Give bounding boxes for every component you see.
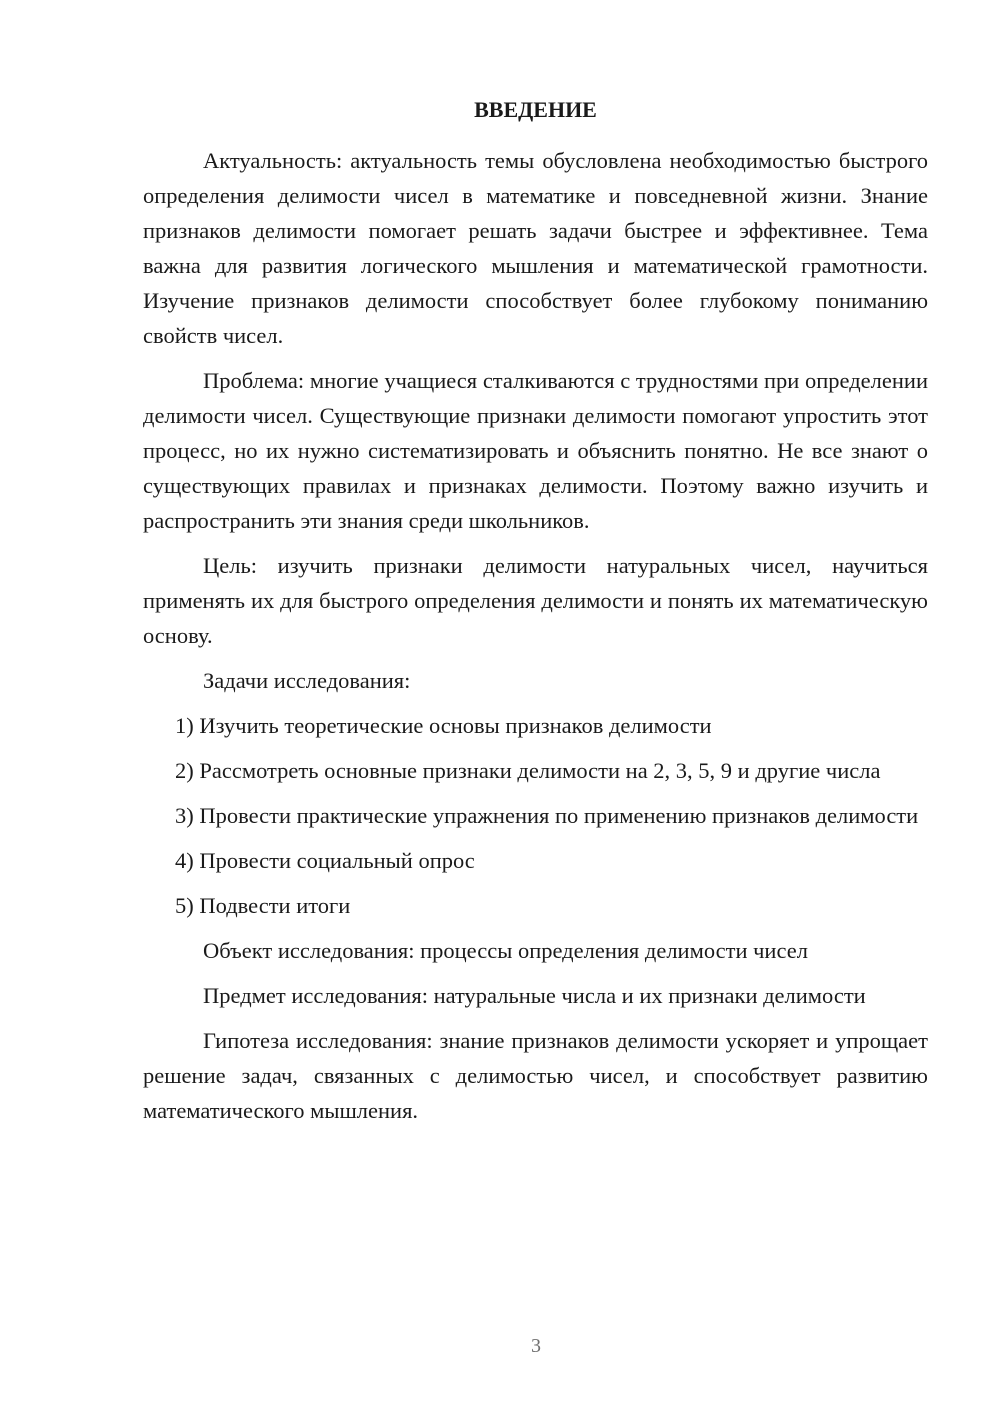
task-item-3: 3) Провести практические упражнения по применению признаков делимости (175, 803, 919, 828)
document-page (143, 94, 928, 1138)
document-title: ВВЕДЕНИЕ (474, 97, 597, 122)
paragraph-problem: Проблема: многие учащиеся сталкиваются с трудностями при определении делимости чисел. Существующие признаки делимости помогают упростить этот процесс, но их нужно систематизировать и объяснить понятно. Не все знают о существующих правилах и признаках делимости. Поэтому важно изучить и распространить эти знания среди школьников. (143, 368, 928, 533)
page-number: 3 (531, 1335, 541, 1357)
paragraph-goal: Цель: изучить признаки делимости натуральных чисел, научиться применять их для быстрого определения делимости и понять их математическую основу. (143, 553, 928, 648)
paragraph-object: Объект исследования: процессы определения делимости чисел (203, 938, 808, 963)
paragraph-subject: Предмет исследования: натуральные числа и их признаки делимости (203, 983, 866, 1008)
paragraph-relevance: Актуальность: актуальность темы обусловлена необходимостью быстрого определения делимости чисел в математике и повседневной жизни. Знание признаков делимости помогает решать задачи быстрее и эффективнее. Тема важна для развития логического мышления и математической грамотности. Изучение признаков делимости способствует более глубокому пониманию свойств чисел. (143, 148, 928, 348)
paragraph-hypothesis: Гипотеза исследования: знание признаков делимости ускоряет и упрощает решение задач, связанных с делимостью чисел, и способствует развитию математического мышления. (143, 1028, 928, 1123)
task-item-2: 2) Рассмотреть основные признаки делимости на 2, 3, 5, 9 и другие числа (175, 758, 881, 783)
task-item-4: 4) Провести социальный опрос (175, 848, 475, 873)
task-item-5: 5) Подвести итоги (175, 893, 351, 918)
tasks-heading: Задачи исследования: (203, 668, 411, 693)
task-item-1: 1) Изучить теоретические основы признаков делимости (175, 713, 712, 738)
